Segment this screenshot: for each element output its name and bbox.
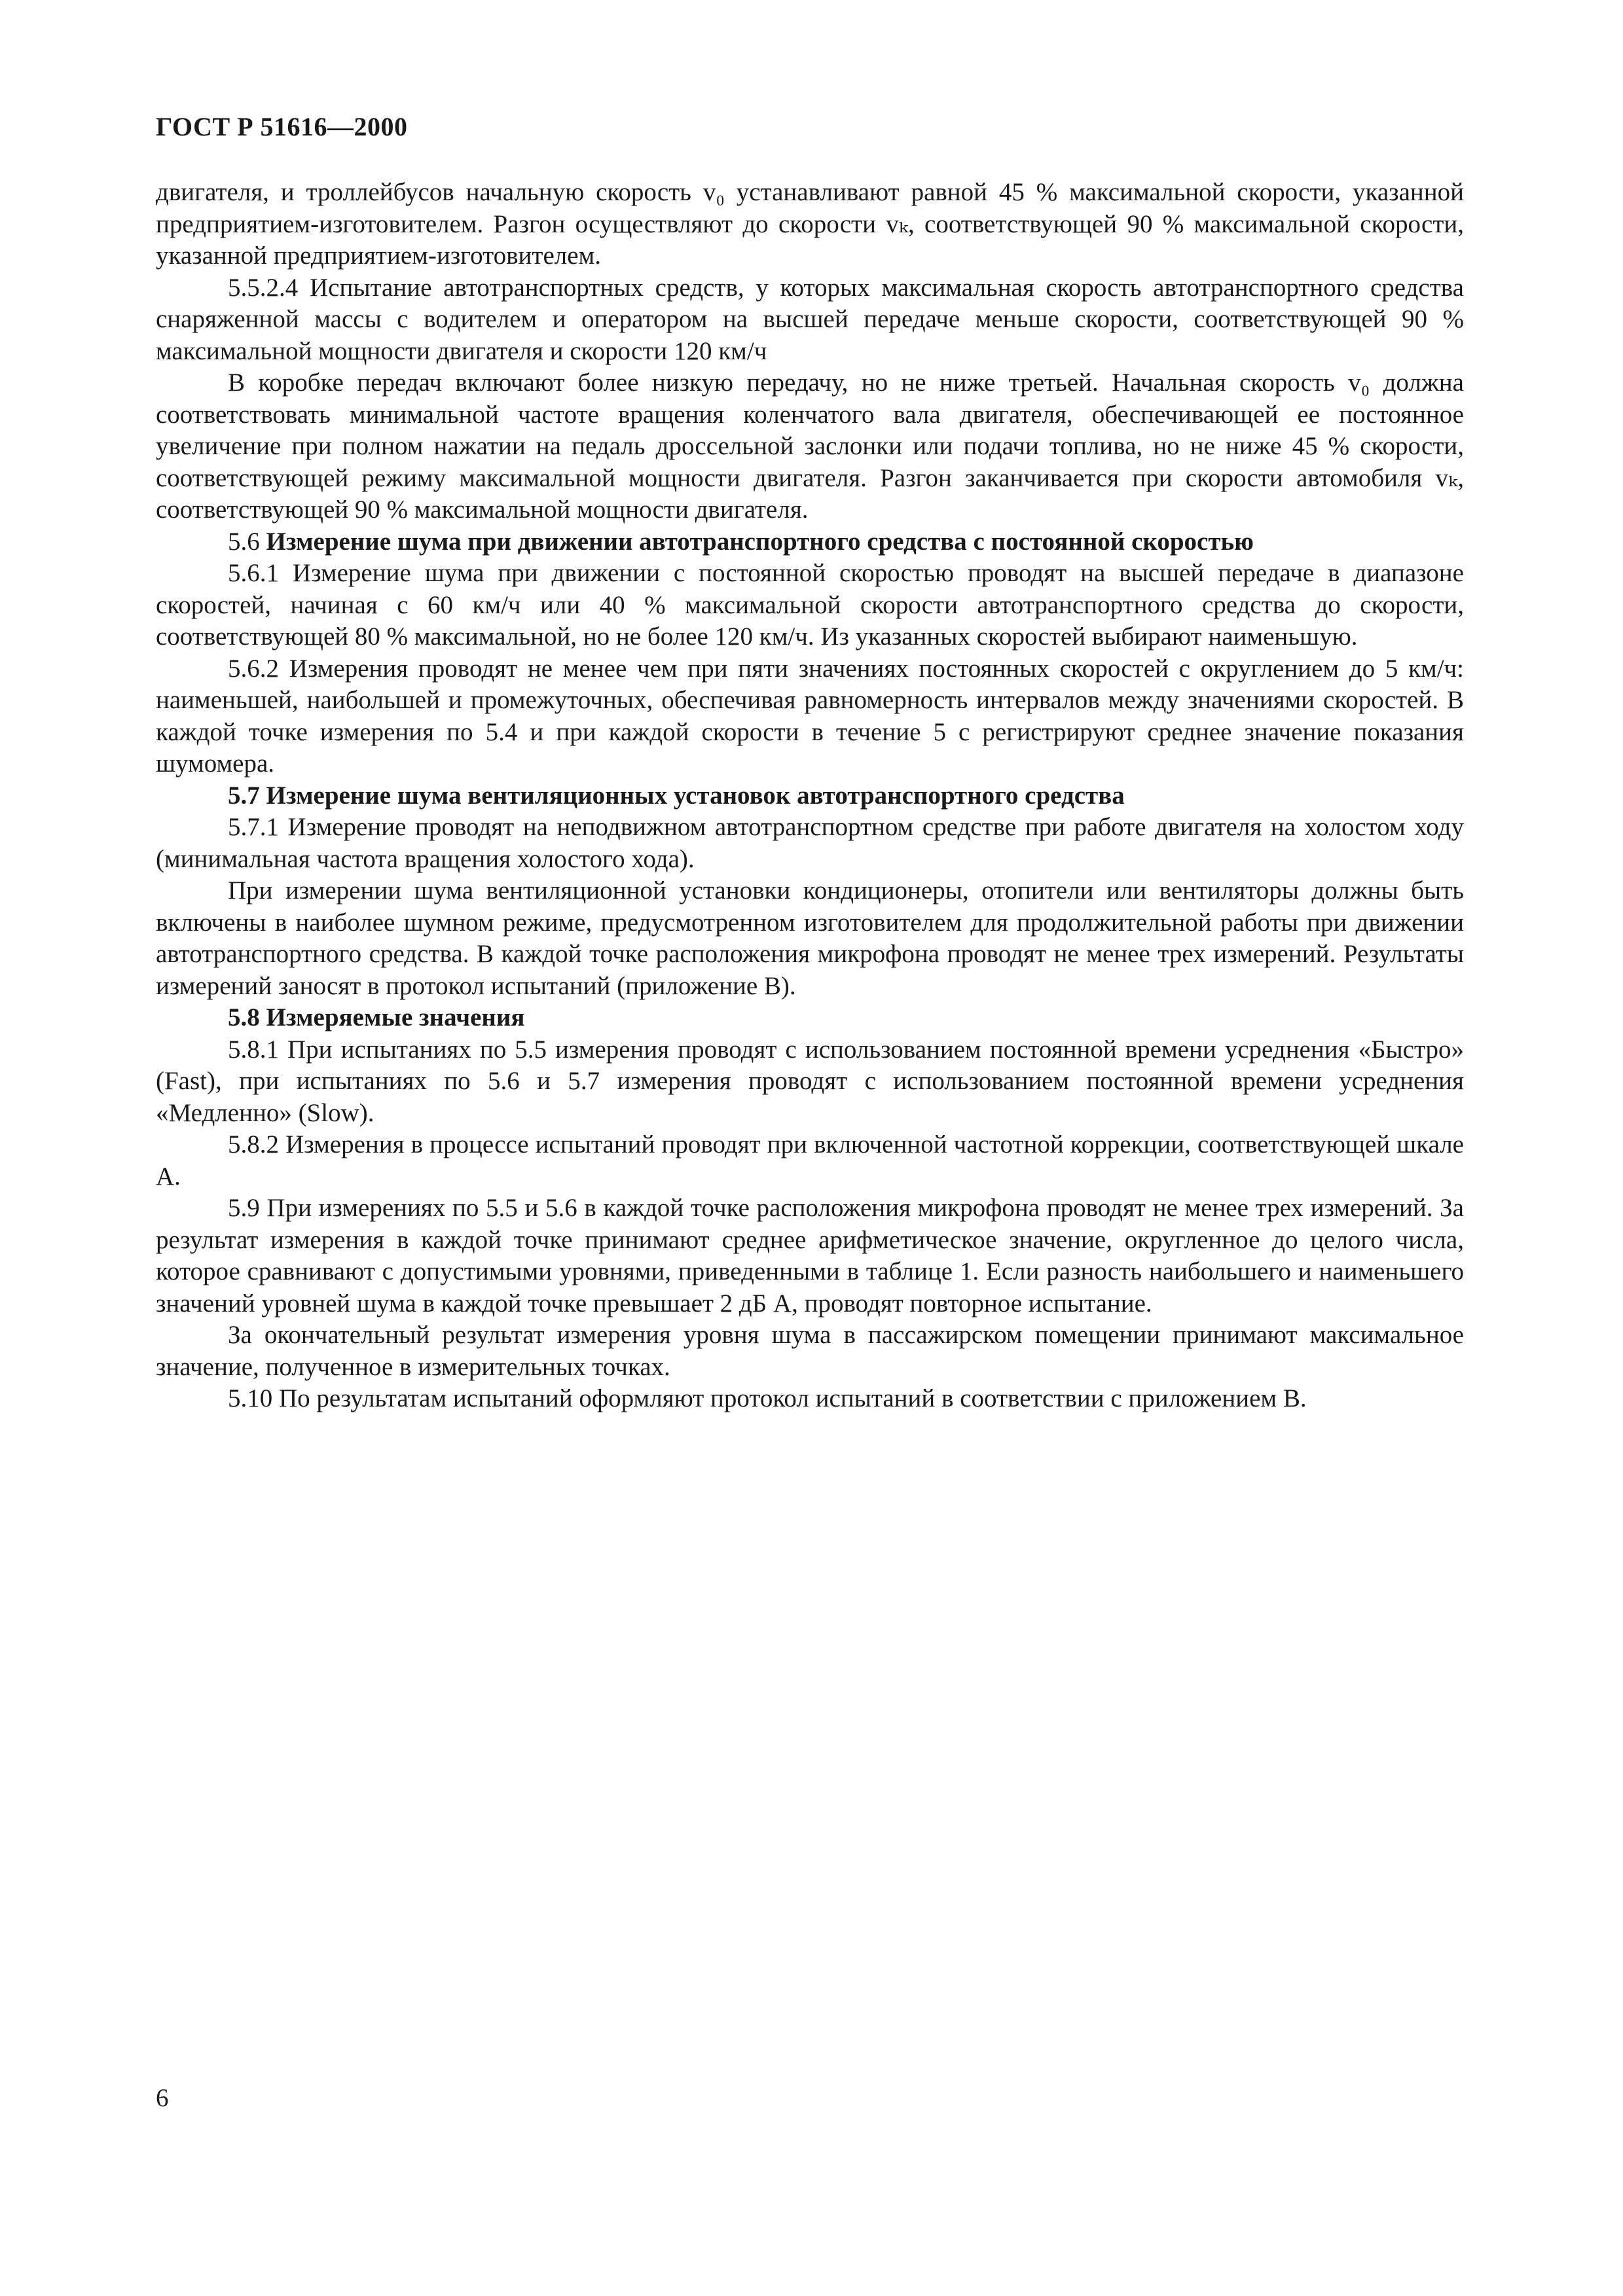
section-title: Измерение шума вентиляционных установок автотранспортного средства bbox=[266, 781, 1125, 810]
paragraph-ventilation: При измерении шума вентиляционной установки кондиционеры, отопители или вентиляторы должны быть включены в наиболее шумном режиме, предусмотренном изготовителем для продолжительной работы при движении автотранспортного средства. В каждой точке расположения микрофона проводят не менее трех измерений. Результаты измерений заносят в протокол испытаний (приложение В). bbox=[156, 876, 1464, 1000]
document-body bbox=[156, 177, 1464, 1415]
paragraph-gearbox: В коробке передач включают более низкую передачу, но не ниже третьей. Начальная скорость v₀ должна соответствовать минимальной частоте вращения коленчатого вала двигателя, обеспечивающей ее постоянное увеличение при полном нажатии на педаль дроссельной заслонки или подачи топлива, но не ниже 45 % скорости, соответствующей режиму максимальной мощности двигателя. Разгон заканчивается при скорости автомобиля vₖ, соответствующей 90 % максимальной мощности двигателя. bbox=[156, 368, 1464, 524]
section-number: 5.7 bbox=[228, 781, 260, 810]
section-heading-5-8 bbox=[156, 1002, 1464, 1034]
paragraph-5-8-1: 5.8.1 При испытаниях по 5.5 измерения проводят с использованием постоянной времени усреднения «Быстро» (Fast), при испытаниях по 5.6 и 5.7 измерения проводят с использованием постоянной времени усреднения «Медленно» (Slow). bbox=[156, 1035, 1464, 1127]
paragraph-5-8-2: 5.8.2 Измерения в процессе испытаний проводят при включенной частотной коррекции, соответствующей шкале А. bbox=[156, 1130, 1464, 1191]
paragraph-5-10: 5.10 По результатам испытаний оформляют протокол испытаний в соответствии с приложением В. bbox=[228, 1384, 1307, 1412]
section-title: Измерение шума при движении автотранспортного средства с постоянной скоростью bbox=[266, 527, 1254, 556]
section-number: 5.8 bbox=[228, 1003, 260, 1031]
paragraph-continuation: двигателя, и троллейбусов начальную скорость v₀ устанавливают равной 45 % максимальной скорости, указанной предприятием-изготовителем. Разгон осуществляют до скорости vₖ, соответствующей 90 % максимальной скорости, указанной предприятием-изготовителем. bbox=[156, 178, 1464, 270]
section-title: Измеряемые значения bbox=[266, 1003, 525, 1031]
paragraph-5-7-1: 5.7.1 Измерение проводят на неподвижном автотранспортном средстве при работе двигателя на холостом ходу (минимальная частота вращения холостого хода). bbox=[156, 813, 1464, 873]
section-heading-5-6 bbox=[156, 526, 1464, 558]
section-heading-5-7 bbox=[156, 780, 1464, 812]
section-number: 5.6 bbox=[228, 527, 260, 556]
document-header: ГОСТ Р 51616—2000 bbox=[156, 112, 408, 141]
paragraph-5-6-2: 5.6.2 Измерения проводят не менее чем при пяти значениях постоянных скоростей с округлением до 5 км/ч: наименьшей, наибольшей и промежуточных, обеспечивая равномерность интервалов между значениями скоростей. В каждой точке измерения по 5.4 и при каждой скорости в течение 5 с регистрируют среднее значение показания шумомера. bbox=[156, 654, 1464, 778]
paragraph-5-6-1: 5.6.1 Измерение шума при движении с постоянной скоростью проводят на высшей передаче в диапазоне скоростей, начиная с 60 км/ч или 40 % максимальной скорости автотранспортного средства до скорости, соответствующей 80 % максимальной, но не более 120 км/ч. Из указанных скоростей выбирают наименьшую. bbox=[156, 559, 1464, 651]
paragraph-5-5-2-4: 5.5.2.4 Испытание автотранспортных средств, у которых максимальная скорость автотранспортного средства снаряженной массы с водителем и оператором на высшей передаче меньше скорости, соответствующей 90 % максимальной мощности двигателя и скорости 120 км/ч bbox=[156, 273, 1464, 365]
paragraph-final-result: За окончательный результат измерения уровня шума в пассажирском помещении принимают максимальное значение, полученное в измерительных точках. bbox=[156, 1321, 1464, 1381]
paragraph-5-9: 5.9 При измерениях по 5.5 и 5.6 в каждой точке расположения микрофона проводят не менее трех измерений. За результат измерения в каждой точке принимают среднее арифметическое значение, округленное до целого числа, которое сравнивают с допустимыми уровнями, приведенными в таблице 1. Если разность наибольшего и наименьшего значений уровней шума в каждой точке превышает 2 дБ А, проводят повторное испытание. bbox=[156, 1194, 1464, 1318]
page-number: 6 bbox=[156, 2084, 169, 2112]
